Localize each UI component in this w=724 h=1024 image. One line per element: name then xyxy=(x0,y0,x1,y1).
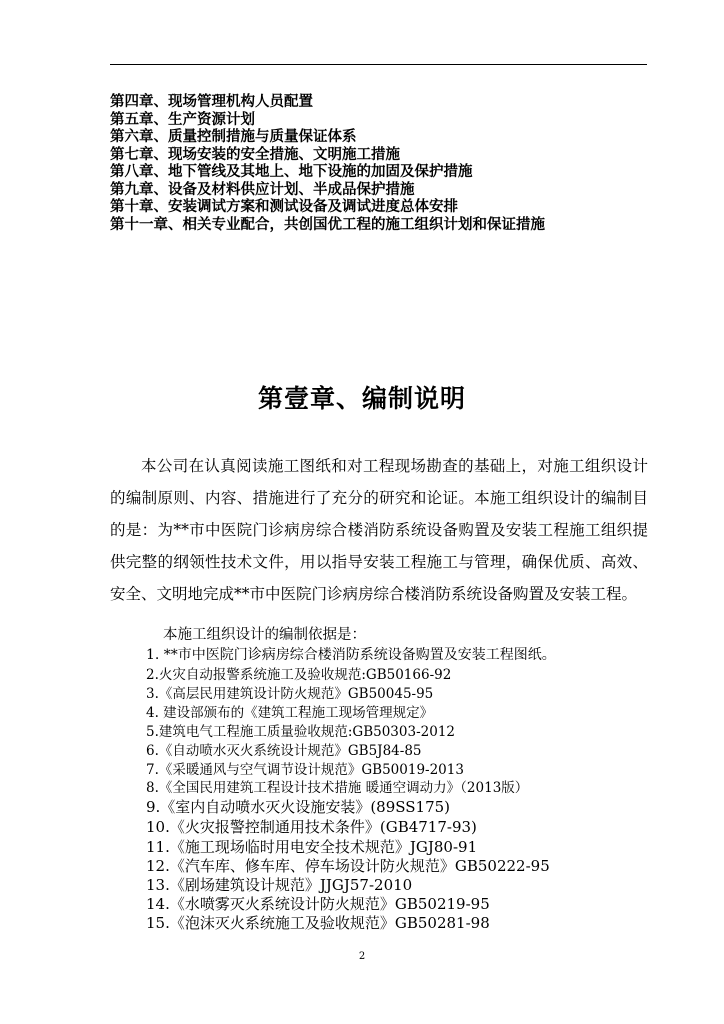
chapter-title: 第壹章、编制说明 xyxy=(257,384,466,413)
basis-lead: 本施工组织设计的编制依据是： xyxy=(163,627,366,643)
basis-item: 1. **市中医院门诊病房综合楼消防系统设备购置及安装工程图纸。 xyxy=(146,647,556,663)
basis-item: 8.《全国民用建筑工程设计技术措施 暖通空调动力》（2013版） xyxy=(146,780,529,796)
toc-item: 第十一章、相关专业配合，共创国优工程的施工组织计划和保证措施 xyxy=(110,216,545,233)
basis-item: 14.《水喷雾灭火系统设计防火规范》GB50219-95 xyxy=(146,895,490,913)
toc-item: 第四章、现场管理机构人员配置 xyxy=(110,94,313,110)
basis-item: 4. 建设部颁布的《建筑工程施工现场管理规定》 xyxy=(146,705,434,721)
basis-item: 2.火灾自动报警系统施工及验收规范:GB50166-92 xyxy=(146,667,452,683)
toc-item: 第六章、质量控制措施与质量保证体系 xyxy=(110,129,357,145)
toc-item: 第八章、地下管线及其地上、地下设施的加固及保护措施 xyxy=(110,164,473,180)
table-of-contents xyxy=(110,94,670,234)
toc-item: 第九章、设备及材料供应计划、半成品保护措施 xyxy=(110,181,415,198)
basis-item: 7.《采暖通风与空气调节设计规范》GB50019-2013 xyxy=(146,762,464,778)
intro-paragraph: 本公司在认真阅读施工图纸和对工程现场勘查的基础上，对施工组织设计的编制原则、内容、措施进行了充分的研究和论证。本施工组织设计的编制目的是：为**市中医院门诊病房综合楼消防系统设备购置及安装工程施工组织提供完整的纲领性技术文件，用以指导安装工程施工与管理，确保优质、高效、安全、文明地完成**市中医院门诊病房综合楼消防系统设备购置及安装工程。 xyxy=(110,457,648,603)
basis-item: 9.《室内自动喷水灭火设施安装》(89SS175) xyxy=(146,798,451,816)
basis-item: 6.《自动喷水灭火系统设计规范》GB5J84-85 xyxy=(146,743,422,759)
basis-item: 12.《汽车库、修车库、停车场设计防火规范》GB50222-95 xyxy=(146,857,550,875)
basis-item: 15.《泡沫灭火系统施工及验收规范》GB50281-98 xyxy=(146,914,490,932)
toc-item: 第七章、现场安装的安全措施、文明施工措施 xyxy=(110,146,400,163)
basis-item: 10.《火灾报警控制通用技术条件》(GB4717-93) xyxy=(146,818,477,836)
basis-item: 5.建筑电气工程施工质量验收规范:GB50303-2012 xyxy=(146,724,455,740)
page-number: 2 xyxy=(358,951,366,962)
basis-item: 3.《高层民用建筑设计防火规范》GB50045-95 xyxy=(146,686,434,702)
basis-item: 13.《剧场建筑设计规范》JJGJ57-2010 xyxy=(146,876,413,894)
toc-item: 第五章、生产资源计划 xyxy=(110,111,255,128)
header-rule xyxy=(110,64,647,65)
toc-item: 第十章、安装调试方案和测试设备及调试进度总体安排 xyxy=(110,199,458,215)
basis-item: 11.《施工现场临时用电安全技术规范》JGJ80-91 xyxy=(146,838,478,856)
